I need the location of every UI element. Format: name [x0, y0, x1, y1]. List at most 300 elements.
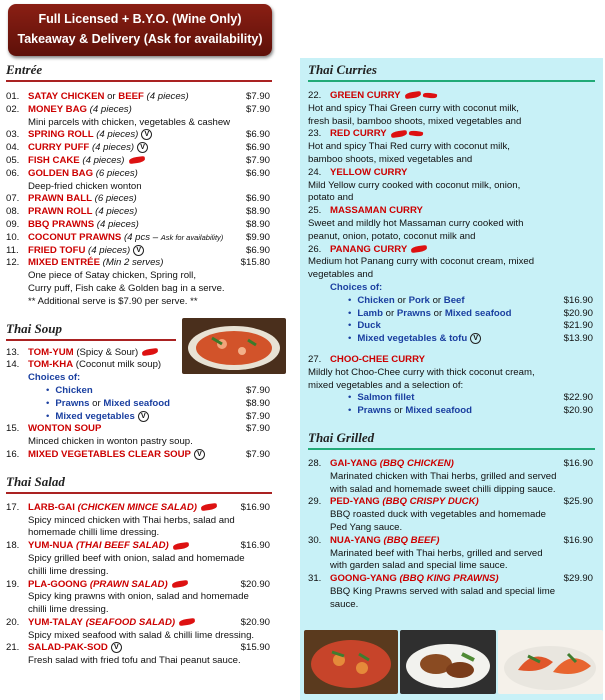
item-title [330, 128, 423, 141]
option-label [348, 320, 381, 333]
description-row [308, 522, 595, 535]
menu-item-row [6, 642, 272, 655]
item-name: YELLOW CURRY [330, 166, 408, 178]
item-description: Spicy mixed seafood with salad & chilli lime dressing. [28, 629, 255, 641]
item-title [28, 359, 161, 372]
item-description: ** Additional serve is $7.90 per serve. ** [28, 295, 198, 307]
item-name: SATAY CHICKEN [28, 91, 105, 102]
item-name: SPRING ROLL [28, 129, 94, 141]
chili-icon [172, 541, 189, 549]
item-name: MASSAMAN CURRY [330, 205, 423, 217]
item-number: 10. [6, 231, 20, 243]
item-name: GAI-YANG [330, 457, 378, 469]
item-number: 19. [6, 578, 20, 590]
option-row [308, 295, 595, 308]
item-price: $6.90 [245, 167, 270, 179]
option-name: Chicken [357, 294, 395, 306]
item-name: PANANG CURRY [330, 243, 408, 255]
item-title [28, 449, 205, 462]
item-description: Curry puff, Fish cake & Golden bag in a serve. [28, 282, 225, 294]
description-row [308, 269, 595, 282]
chili-icon [408, 130, 423, 137]
item-name: GOONG-YANG [330, 573, 397, 585]
menu-item-row [6, 257, 272, 270]
item-name: GREEN CURRY [330, 90, 401, 101]
item-title [330, 458, 454, 471]
item-quantity: (4 pieces) [143, 91, 189, 102]
item-subtitle: (BBQ CRISPY DUCK) [379, 496, 479, 508]
option-connector: or [394, 294, 409, 306]
section-grilled: Thai Grilled [308, 430, 595, 450]
item-quantity: (4 pieces) [85, 244, 131, 256]
description-row [6, 117, 272, 130]
item-price: $7.90 [245, 103, 270, 115]
item-number: 21. [6, 642, 20, 654]
item-price: $8.90 [245, 218, 270, 230]
item-title [28, 245, 144, 258]
chili-icon [179, 618, 196, 626]
option-price: $8.90 [245, 397, 270, 409]
item-number: 20. [6, 616, 20, 628]
option-price: $22.90 [563, 392, 593, 404]
vegetarian-icon: V [133, 245, 144, 256]
vegetarian-icon: V [141, 129, 152, 140]
item-quantity: (4 pieces) [92, 206, 138, 218]
row [308, 346, 595, 354]
item-description: homemade chilli lime dressing. [28, 527, 160, 539]
item-price: $6.90 [245, 244, 270, 256]
item-title [28, 193, 137, 206]
description-row [308, 367, 595, 380]
item-number: 02. [6, 103, 20, 115]
description-row [308, 471, 595, 484]
grilled-photo [400, 630, 496, 694]
option-row [6, 398, 272, 411]
chili-icon [142, 348, 159, 356]
description-row [308, 231, 595, 244]
option-label [348, 333, 481, 346]
item-description: Hot and spicy Thai Green curry with coconut milk, [308, 102, 519, 114]
option-name: Prawns [357, 405, 392, 417]
item-number: 05. [6, 154, 20, 166]
item-title [330, 354, 425, 367]
option-label [46, 385, 93, 398]
item-description: Deep-fried chicken wonton [28, 180, 142, 192]
item-number: 06. [6, 167, 20, 179]
item-price: $6.90 [245, 129, 270, 141]
description-row [6, 604, 272, 617]
item-name: CHOO-CHEE CURRY [330, 353, 426, 365]
item-subtitle: (THAI BEEF SALAD) [73, 540, 169, 552]
item-description: with salad and homemade sweet chilli dipping sauce. [330, 483, 556, 495]
description-row [308, 141, 595, 154]
item-number: 12. [6, 257, 20, 269]
option-row [308, 392, 595, 405]
item-name-alt: BEEF [118, 91, 144, 102]
item-name: FRIED TOFU [28, 244, 86, 256]
banner [8, 4, 272, 56]
option-name: Mixed vegetables & tofu [357, 333, 468, 345]
menu-item-row [308, 535, 595, 548]
item-title [28, 540, 189, 553]
item-title [28, 257, 163, 270]
item-subtitle: (CHICKEN MINCE SALAD) [74, 501, 197, 513]
chili-icon [128, 156, 145, 164]
curries-list [308, 90, 595, 418]
item-number: 09. [6, 218, 20, 230]
menu-item-row [308, 573, 595, 586]
item-price: $25.90 [563, 496, 593, 508]
menu-item-row [6, 579, 272, 592]
option-price: $7.90 [245, 384, 270, 396]
item-name: MONEY BAG [28, 103, 87, 115]
item-description: sauce. [330, 598, 359, 610]
item-description: Ped Yang sauce. [330, 521, 403, 533]
vegetarian-icon: V [470, 333, 481, 344]
menu-item-row [6, 168, 272, 181]
item-name: PRAWN ROLL [28, 206, 93, 218]
item-number: 16. [6, 448, 20, 460]
menu-item-row [6, 193, 272, 206]
option-label [46, 398, 170, 411]
menu-item-row [6, 245, 272, 258]
description-row [308, 180, 595, 193]
description-row [308, 103, 595, 116]
item-name: TOM-KHA [28, 359, 74, 371]
option-row [308, 405, 595, 418]
item-description: Hot and spicy Thai Red curry with coconut milk, [308, 141, 510, 153]
item-quantity: (6 pieces) [91, 193, 137, 205]
item-number: 30. [308, 534, 322, 546]
choices-label: Choices of: [28, 372, 81, 384]
item-title [330, 167, 407, 180]
item-description: Marinated chicken with Thai herbs, grilled and served [330, 470, 557, 482]
salad-list [6, 502, 272, 668]
item-quantity: (Min 2 serves) [99, 257, 164, 269]
item-name: TOM-YUM [28, 346, 74, 358]
item-price: $16.90 [240, 540, 270, 552]
item-price: $6.90 [245, 142, 270, 154]
item-subtitle: (PRAWN SALAD) [87, 578, 168, 590]
item-description: potato and [308, 192, 354, 204]
item-number: 15. [6, 423, 20, 435]
item-number: 11. [6, 244, 19, 256]
item-number: 01. [6, 91, 20, 102]
description-row [6, 591, 272, 604]
option-name-alt: Pork [408, 294, 430, 306]
item-title [330, 496, 479, 509]
option-price: $21.90 [563, 320, 593, 332]
item-description: peanut, onion, potato, coconut milk and [308, 230, 476, 242]
menu-item-row [6, 617, 272, 630]
item-description: bamboo shoots, mixed vegetables and [308, 153, 473, 165]
item-title [28, 104, 132, 117]
item-name: SALAD-PAK-SOD [28, 642, 108, 654]
description-row [308, 586, 595, 599]
item-name: PLA-GOONG [28, 578, 88, 590]
option-name: Prawns [55, 397, 90, 409]
menu-item-row [6, 232, 272, 245]
item-title [28, 91, 189, 104]
choices-label: Choices of: [330, 281, 383, 293]
item-description: One piece of Satay chicken, Spring roll, [28, 270, 196, 282]
item-quantity: (6 pieces) [93, 167, 138, 179]
description-row [308, 256, 595, 269]
item-title [28, 232, 223, 245]
option-name-alt: Mixed seafood [444, 307, 512, 319]
item-title [28, 155, 145, 168]
item-note: Ask for availability) [160, 232, 224, 242]
item-price: $15.80 [240, 257, 270, 269]
item-price: $7.90 [245, 423, 270, 435]
entree-list [6, 91, 272, 309]
chili-icon [201, 503, 218, 511]
item-description: fresh basil, bamboo shoots, mixed vegetables and [308, 115, 522, 127]
item-number: 03. [6, 129, 20, 141]
vegetarian-icon: V [194, 449, 205, 460]
item-description: BBQ King Prawns served with salad and special lime [330, 585, 556, 597]
item-title [330, 573, 499, 586]
menu-item-row [308, 90, 595, 103]
menu-item-row [308, 205, 595, 218]
item-description: Mild Yellow curry cooked with coconut milk, onion, [308, 179, 521, 191]
description-row [308, 509, 595, 522]
item-title [28, 423, 101, 436]
item-number: 13. [6, 346, 20, 358]
menu-item-row [6, 91, 272, 104]
item-description: Spicy grilled beef with onion, salad and homemade [28, 552, 245, 564]
option-row [308, 320, 595, 333]
item-quantity: (4 pieces) [93, 129, 139, 141]
option-row [308, 308, 595, 321]
menu-item-row [308, 128, 595, 141]
option-label [348, 295, 465, 308]
item-extra: (Spicy & Sour) [73, 346, 139, 358]
option-label [46, 411, 149, 424]
menu-item-row [6, 129, 272, 142]
item-price: $29.90 [563, 573, 593, 585]
vegetarian-icon: V [111, 642, 122, 653]
item-name: YUM-TALAY [28, 616, 83, 628]
item-title [28, 219, 139, 232]
curry-photo [304, 630, 398, 694]
item-name: COCONUT PRAWNS [28, 231, 122, 243]
description-row [6, 655, 272, 668]
item-price: $7.90 [245, 154, 270, 166]
description-row [308, 154, 595, 167]
item-price: $20.90 [240, 616, 270, 628]
menu-item-row [6, 155, 272, 168]
grilled-list [308, 458, 595, 612]
item-description: BBQ roasted duck with vegetables and homemade [330, 509, 546, 521]
item-subtitle: (BBQ BEEF) [380, 534, 440, 546]
item-quantity: (4 pieces) [87, 103, 132, 115]
item-name: YUM-NUA [28, 540, 74, 552]
item-name: CURRY PUFF [28, 142, 90, 154]
item-subtitle: (BBQ KING PRAWNS) [396, 573, 499, 585]
section-salad: Thai Salad [6, 474, 272, 494]
item-price: $16.90 [563, 457, 593, 469]
description-row [6, 630, 272, 643]
item-description: Marinated beef with Thai herbs, grilled and served [330, 547, 543, 559]
item-title [28, 347, 158, 360]
item-number: 04. [6, 142, 20, 154]
option-price: $13.90 [563, 333, 593, 345]
chili-icon [422, 92, 437, 99]
item-title [28, 206, 137, 219]
description-row [6, 515, 272, 528]
option-price: $16.90 [563, 294, 593, 306]
option-connector: or [429, 294, 444, 306]
item-description: Sweet and mildly hot Massaman curry cooked with [308, 217, 524, 229]
item-quantity: (4 pcs – [121, 231, 161, 243]
item-title [28, 579, 188, 592]
item-number: 29. [308, 496, 322, 508]
menu-item-row [6, 502, 272, 515]
description-row [308, 484, 595, 497]
soup-photo [182, 318, 286, 374]
option-label [348, 405, 472, 418]
menu-item-row [6, 449, 272, 462]
chili-icon [404, 91, 421, 99]
item-price: $16.90 [563, 534, 593, 546]
menu-item-row [308, 496, 595, 509]
menu-item-row [308, 354, 595, 367]
item-subtitle: (SEAFOOD SALAD) [82, 616, 176, 628]
option-connector: or [89, 397, 104, 409]
option-price: $20.90 [563, 307, 593, 319]
item-subtitle: (BBQ CHICKEN) [377, 457, 454, 469]
option-price: $20.90 [563, 405, 593, 417]
item-title [28, 642, 122, 655]
description-row [308, 548, 595, 561]
description-row [308, 560, 595, 573]
menu-item-row [6, 142, 272, 155]
item-price: $16.90 [240, 501, 270, 513]
item-name: WONTON SOUP [28, 423, 102, 435]
option-label [348, 308, 511, 321]
item-title [330, 244, 427, 257]
item-number: 27. [308, 353, 322, 365]
menu-item-row [308, 458, 595, 471]
item-number: 24. [308, 166, 322, 178]
option-name: Lamb [357, 307, 383, 319]
item-number: 18. [6, 540, 20, 552]
description-row [6, 270, 272, 283]
banner-line-1: Full Licensed + B.Y.O. (Wine Only) [38, 12, 242, 26]
prawn-photo [498, 630, 603, 694]
item-description: mixed vegetables and a selection of: [308, 379, 464, 391]
menu-item-row [308, 167, 595, 180]
item-name: NUA-YANG [330, 534, 381, 546]
item-name: MIXED VEGETABLES CLEAR SOUP [28, 448, 191, 460]
description-row [6, 566, 272, 579]
item-title [28, 142, 148, 155]
description-row [308, 599, 595, 612]
item-price: $20.90 [240, 578, 270, 590]
menu-item-row [6, 423, 272, 436]
item-number: 08. [6, 206, 20, 218]
description-row [308, 218, 595, 231]
description-row [308, 116, 595, 129]
description-row [308, 192, 595, 205]
vegetarian-icon: V [137, 142, 148, 153]
menu-item-row [6, 206, 272, 219]
item-description: chilli lime dressing. [28, 565, 109, 577]
option-name-alt: Beef [443, 294, 465, 306]
menu-item-row [6, 104, 272, 117]
option-name: Chicken [55, 384, 93, 396]
menu-item-row [308, 244, 595, 257]
section-entree: Entrée [6, 62, 272, 82]
item-description: chilli lime dressing. [28, 604, 109, 616]
item-quantity: (4 pieces) [89, 142, 135, 154]
item-number: 26. [308, 243, 322, 255]
menu-item-row [6, 540, 272, 553]
item-description: Fresh salad with fried tofu and Thai peanut sauce. [28, 655, 241, 667]
description-row [6, 553, 272, 566]
item-connector: or [104, 91, 119, 102]
item-price: $6.90 [245, 193, 270, 205]
item-price: $7.90 [245, 91, 270, 102]
chili-icon [390, 130, 407, 138]
item-name: RED CURRY [330, 128, 387, 140]
item-number: 28. [308, 457, 322, 469]
item-extra: (Coconut milk soup) [73, 359, 162, 371]
item-title [28, 617, 195, 630]
right-panel [300, 58, 603, 700]
menu-item-row [6, 219, 272, 232]
option-row [6, 411, 272, 424]
option-price: $7.90 [245, 410, 270, 422]
item-title [330, 205, 423, 218]
item-quantity: (4 pieces) [94, 218, 139, 230]
item-title [28, 502, 217, 515]
item-price: $15.90 [240, 642, 270, 654]
description-row [6, 436, 272, 449]
item-number: 14. [6, 359, 20, 371]
chili-icon [171, 580, 188, 588]
item-number: 07. [6, 193, 20, 205]
row [308, 282, 595, 295]
section-curries: Thai Curries [308, 62, 595, 82]
vegetarian-icon: V [138, 411, 149, 422]
description-row [308, 380, 595, 393]
item-name: BBQ PRAWNS [28, 218, 95, 230]
item-name: PED-YANG [330, 496, 380, 508]
chili-icon [411, 245, 428, 253]
item-title [28, 168, 138, 181]
option-row [308, 333, 595, 346]
item-description: with garden salad and special lime sauce. [330, 560, 508, 572]
item-number: 17. [6, 501, 20, 513]
option-name-alt: Mixed seafood [405, 405, 473, 417]
item-title [330, 535, 439, 548]
description-row [6, 283, 272, 296]
item-quantity: (4 pieces) [79, 154, 125, 166]
option-connector: or [382, 307, 397, 319]
item-name: PRAWN BALL [28, 193, 92, 205]
description-row [6, 296, 272, 309]
item-description: Spicy king prawns with onion, salad and homemade [28, 591, 249, 603]
option-connector: or [430, 307, 445, 319]
description-row [6, 181, 272, 194]
item-name: MIXED ENTRÉE [28, 257, 100, 269]
item-number: 25. [308, 205, 322, 217]
item-price: $7.90 [245, 448, 270, 460]
option-connector: or [391, 405, 406, 417]
item-name: LARB-GAI [28, 501, 75, 513]
